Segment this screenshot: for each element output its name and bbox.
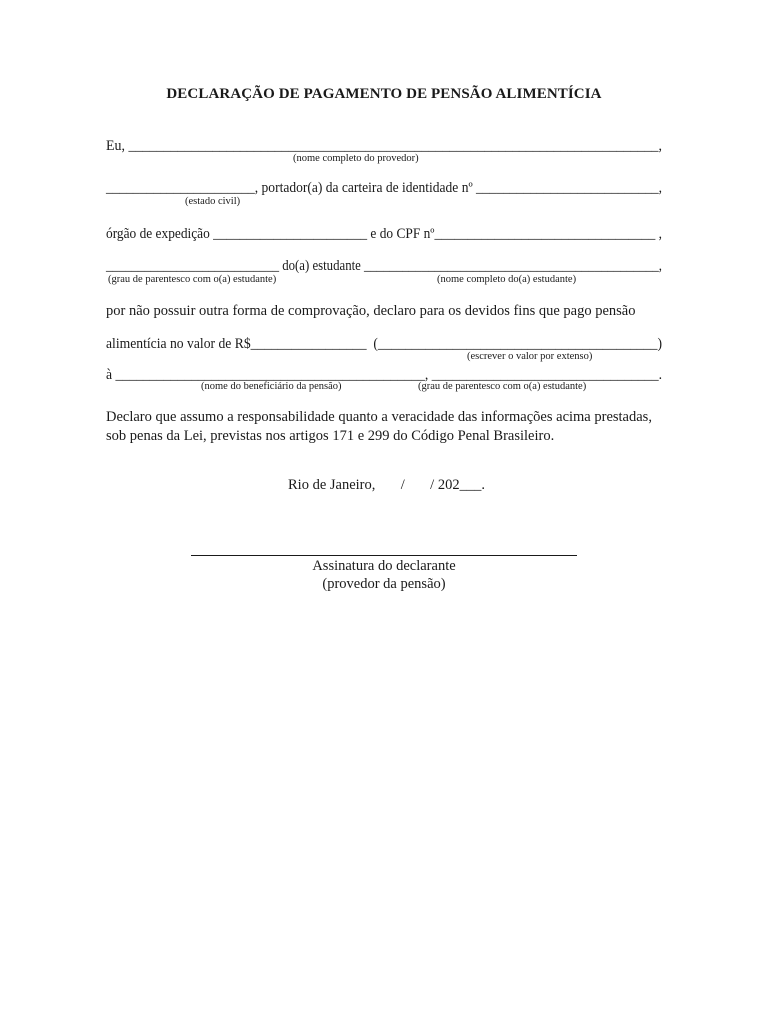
relationship-student-line: ___________________________ do(a) estudante ______________________________________________,: [106, 258, 663, 274]
student-name-caption: (nome completo do(a) estudante): [437, 274, 577, 285]
pension-value-line: alimentícia no valor de R$_________________ (_________________________________________): [106, 336, 662, 352]
provider-name-caption: (nome completo do provedor): [293, 153, 419, 164]
date-line: Rio de Janeiro, / / 202___.: [288, 477, 485, 493]
signature-line: [191, 555, 577, 556]
value-in-words-caption: (escrever o valor por extenso): [467, 351, 593, 362]
beneficiary-name-caption: (nome do beneficiário da pensão): [201, 381, 342, 392]
signature-subtitle: (provedor da pensão): [322, 576, 446, 592]
provider-name-line: Eu, ____________________________________________________________________________,: [106, 138, 663, 154]
declaration-paragraph: Declaro que assumo a responsabilidade quanto a veracidade das informações acima prestadas, sob penas da Lei, previstas nos artigos 171 e 299 do Código Penal Brasileiro.: [106, 409, 652, 444]
issuer-cpf-line: órgão de expedição _______________________ e do CPF nº_________________________________ ,: [106, 226, 663, 242]
beneficiary-line: à _____________________________________________, _________________________________.: [106, 367, 663, 383]
relationship-caption: (grau de parentesco com o(a) estudante): [108, 274, 277, 285]
civil-status-caption: (estado civil): [185, 196, 241, 207]
document-title: DECLARAÇÃO DE PAGAMENTO DE PENSÃO ALIMENTÍCIA: [166, 86, 602, 102]
signature-label: Assinatura do declarante: [312, 558, 456, 574]
declaration-line-1: por não possuir outra forma de comprovação, declaro para os devidos fins que pago pensão: [106, 303, 636, 319]
beneficiary-relationship-caption: (grau de parentesco com o(a) estudante): [418, 381, 587, 392]
civil-status-id-line: ______________________, portador(a) da carteira de identidade nº ___________________________,: [106, 180, 663, 196]
